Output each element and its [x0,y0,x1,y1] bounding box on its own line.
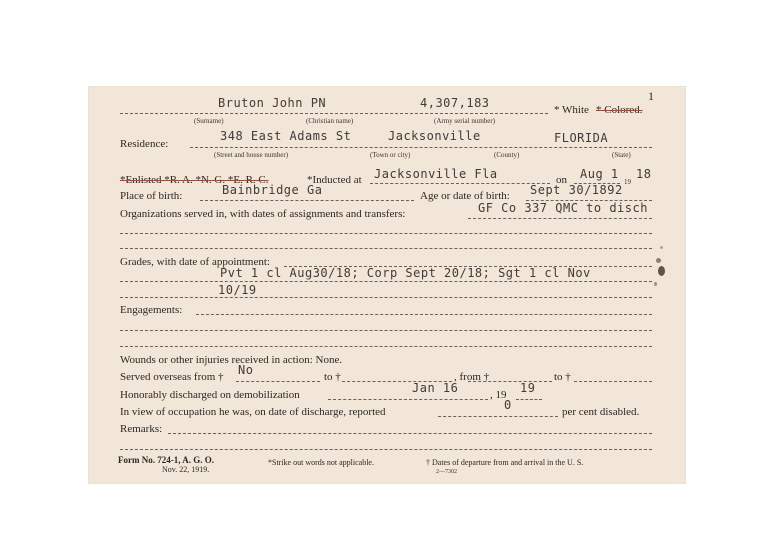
label-grades: Grades, with date of appointment: [120,256,270,268]
ink-spot [656,258,661,263]
rule-eng-1 [196,314,652,315]
label-surname: (Surname) [194,117,224,125]
organizations-value: GF Co 337 QMC to disch [478,201,648,215]
footnote-strike: *Strike out words not applicable. [268,458,374,467]
residence-state: FLORIDA [554,131,609,145]
label-engagements: Engagements: [120,304,183,316]
rule-remarks-1 [168,433,652,434]
label-overseas: Served overseas from † [120,371,224,383]
label-to-2: to † [554,371,571,383]
label-organizations: Organizations served in, with dates of assignments and transfers: [120,208,406,220]
discharge-year: 19 [520,381,536,395]
rule-org-2 [120,233,652,234]
label-street: (Street and house number) [214,151,289,159]
inducted-date: Aug 1 [580,167,619,181]
place-of-birth: Bainbridge Ga [222,183,323,197]
date-of-birth: Sept 30/1892 [530,183,623,197]
label-town: (Town or city) [370,151,411,159]
rule-org-3 [120,248,652,249]
label-residence: Residence: [120,138,169,150]
label-to-1: to † [324,371,341,383]
rule-eng-2 [120,330,652,331]
label-state: (State) [612,151,631,159]
inducted-place: Jacksonville Fla [374,167,498,181]
label-discharged: Honorably discharged on demobilization [120,389,300,401]
residence-town: Jacksonville [388,129,481,143]
ink-spot [660,246,663,249]
rule-birth [200,200,414,201]
card-number: 1 [648,89,654,103]
surname-christian-name: Bruton John PN [218,96,327,110]
ink-spot [658,266,665,276]
ink-spot [654,282,657,286]
race-colored: * Colored. [596,104,643,116]
disability-value: 0 [504,398,512,412]
discharge-date: Jan 16 [412,381,459,395]
race-white: * White [554,104,589,116]
residence-street: 348 East Adams St [220,129,352,143]
rule-overseas-4 [574,381,652,382]
label-disabled: per cent disabled. [562,406,640,418]
rule-overseas-1 [236,381,320,382]
rule-eng-3 [120,346,652,347]
label-age: Age or date of birth: [420,190,510,202]
rule-discharge-year [516,399,542,400]
rule-remarks-2 [120,449,652,450]
label-from: , from † [454,371,490,383]
label-wounds: Wounds or other injuries received in action: None. [120,354,343,366]
service-record-card [88,86,686,484]
rule-discharge [328,399,488,400]
label-inducted: *Inducted at [307,174,362,186]
rule-grades-3 [120,297,652,298]
overseas-value: No [238,363,254,377]
army-serial-number: 4,307,183 [420,96,490,110]
label-christian-name: (Christian name) [306,117,354,125]
print-code: 2—7302 [436,469,457,475]
form-number: Form No. 724-1, A. G. O. [118,455,214,465]
grades-line-1: Pvt 1 cl Aug30/18; Corp Sept 20/18; Sgt 1 cl Nov [220,266,591,280]
rule-overseas-3 [468,381,552,382]
rule-org-1 [468,218,652,219]
form-date: Nov. 22, 1919. [162,465,210,474]
rule-residence [190,147,652,148]
rule-inducted [370,183,550,184]
label-serial: (Army serial number) [434,117,496,125]
rule-name [120,113,548,114]
enlisted-options: *Enlisted *R. A. *N. G. *E. R. C. [120,174,269,186]
label-place-of-birth: Place of birth: [120,190,183,202]
rule-disability [438,416,558,417]
label-remarks: Remarks: [120,423,163,435]
label-occupation: In view of occupation he was, on date of discharge, reported [120,406,386,418]
label-on: on [556,174,567,186]
inducted-year: 18 [636,167,652,181]
inducted-year-prefix: 19 [624,178,631,186]
grades-line-2: 10/19 [218,283,257,297]
footnote-dates: † Dates of departure from and arrival in the U. S. [426,458,584,467]
label-county: (County) [494,151,520,159]
label-19: , 19 [490,389,507,401]
rule-grades-2 [120,281,652,282]
